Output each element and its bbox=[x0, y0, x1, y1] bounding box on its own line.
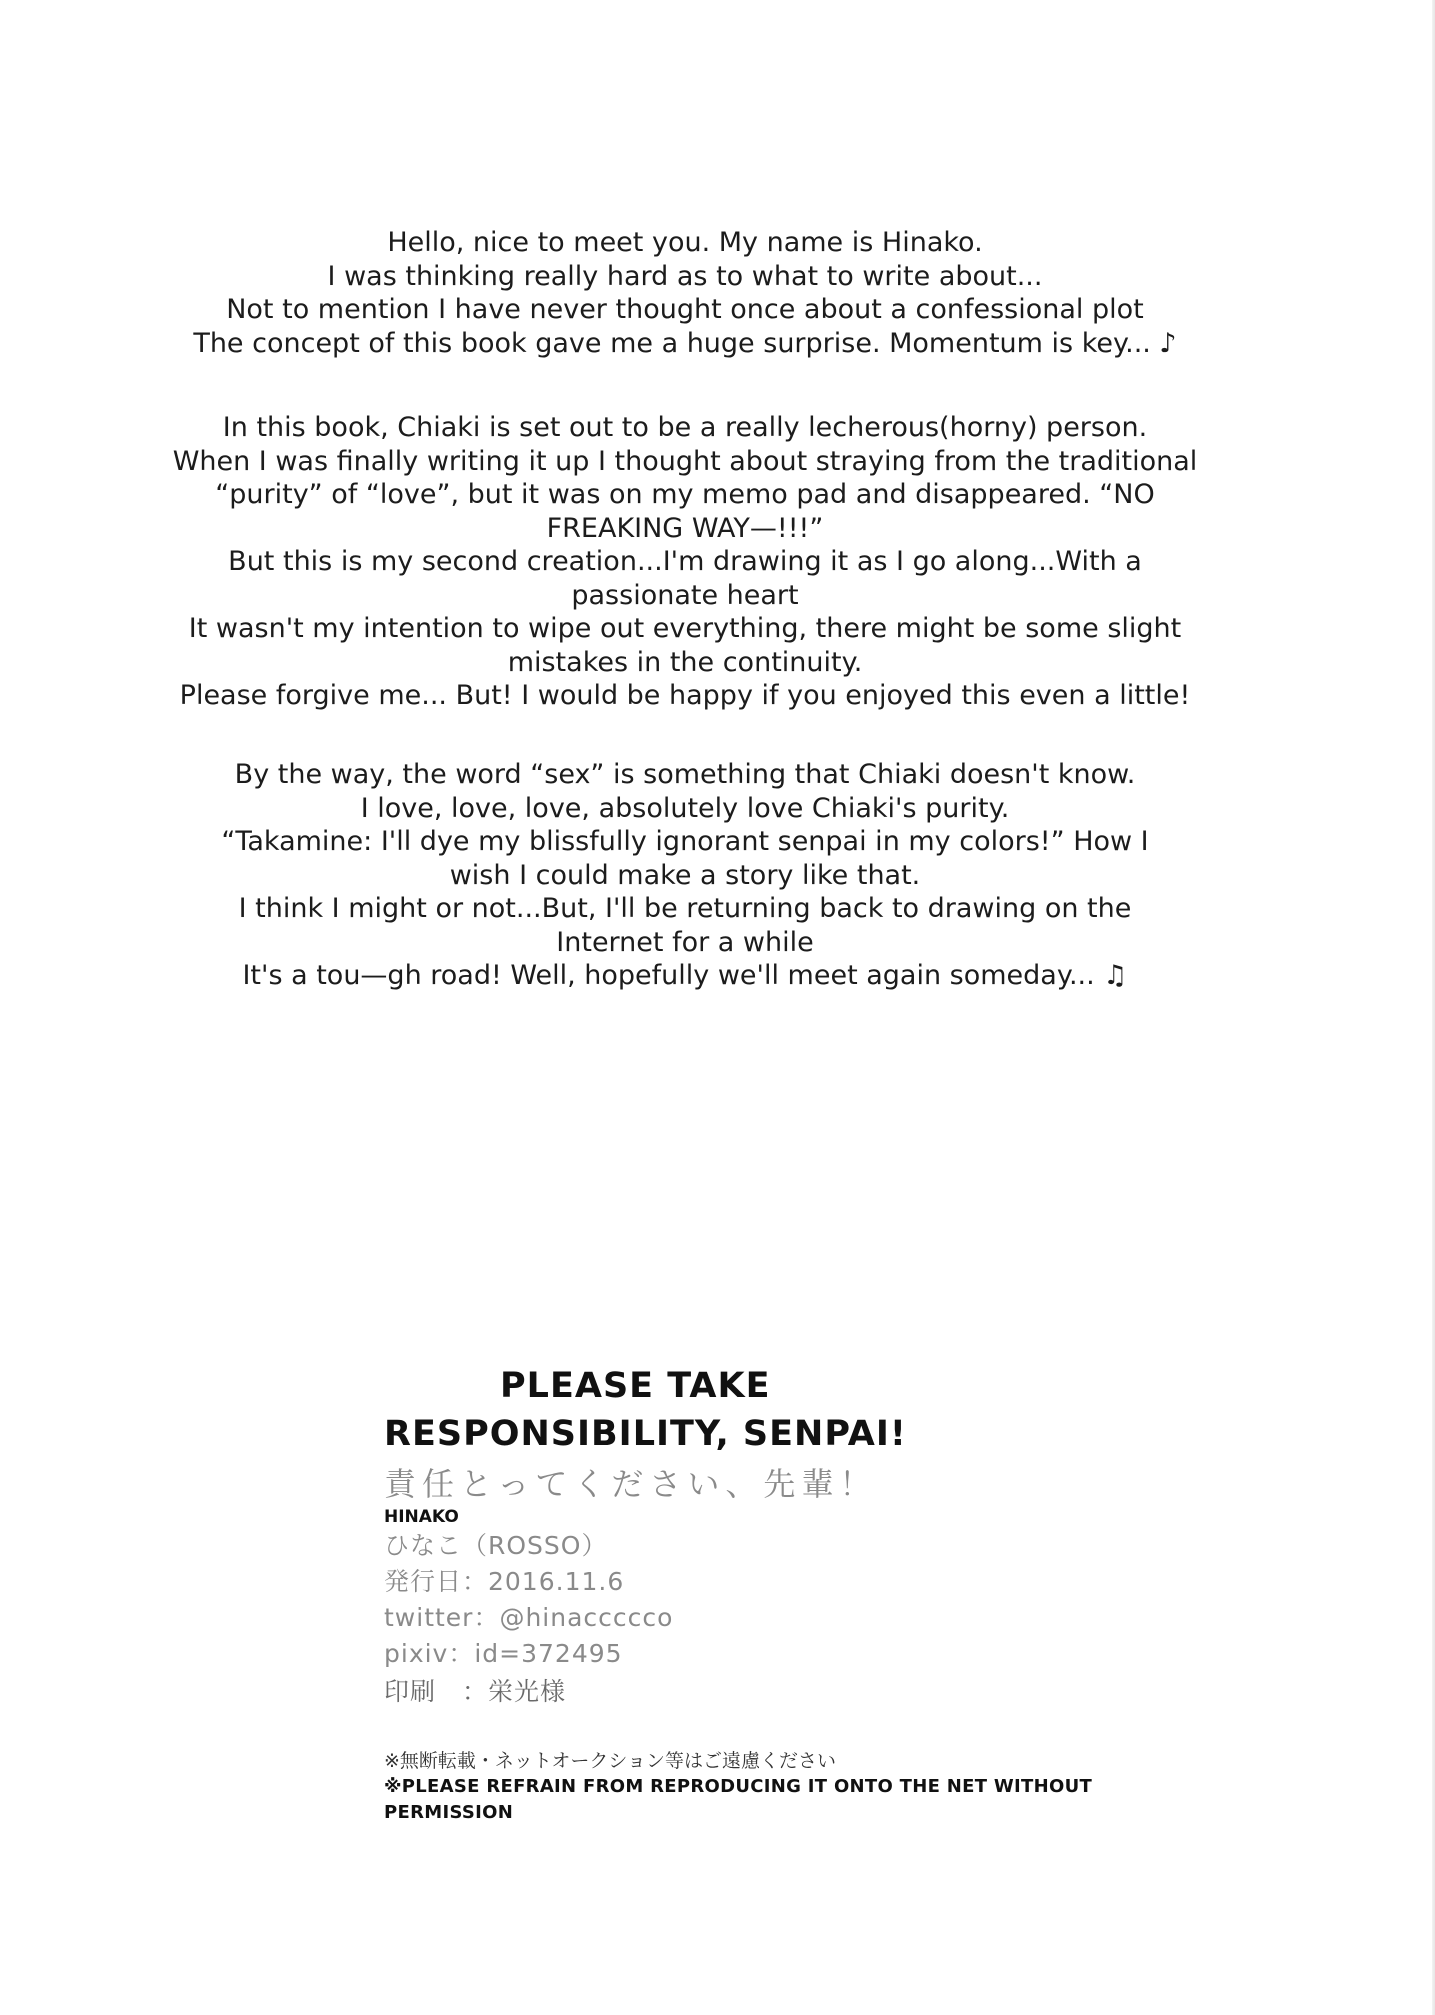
afterword-line: Not to mention I have never thought once about a confessional plot bbox=[226, 294, 1144, 325]
publish-date: 発行日：2016.11.6 bbox=[384, 1567, 625, 1596]
colophon bbox=[384, 1362, 1204, 1826]
pixiv-id: pixiv：id=372495 bbox=[384, 1639, 623, 1668]
book-title bbox=[384, 1362, 1204, 1458]
afterword-line: Please forgive me... But! I would be happy if you enjoyed this even a little! bbox=[179, 680, 1191, 711]
afterword-paragraph-2 bbox=[140, 411, 1230, 713]
afterword-line: In this book, Chiaki is set out to be a really lecherous(horny) person. bbox=[222, 412, 1148, 443]
afterword-line: I think I might or not...But, I'll be returning back to drawing on the bbox=[238, 893, 1132, 924]
afterword-line: I was thinking really hard as to what to write about... bbox=[327, 260, 1043, 292]
afterword-line: It wasn't my intention to wipe out everything, there might be some slight bbox=[188, 613, 1182, 644]
afterword-paragraph-3 bbox=[140, 758, 1230, 993]
printer-info: 印刷 ：栄光様 bbox=[384, 1677, 567, 1706]
afterword-paragraph-1 bbox=[140, 226, 1230, 360]
afterword-line: Internet for a while bbox=[556, 926, 814, 958]
afterword-line: I love, love, love, absolutely love Chiaki's purity. bbox=[360, 792, 1010, 824]
afterword-line: But this is my second creation...I'm drawing it as I go along...With a bbox=[228, 546, 1142, 577]
book-title-line-1: PLEASE TAKE bbox=[500, 1366, 771, 1406]
afterword-line: passionate heart bbox=[571, 579, 799, 611]
reproduction-notice-english: ※PLEASE REFRAIN FROM REPRODUCING IT ONTO THE NET WITHOUT PERMISSION bbox=[384, 1776, 1093, 1823]
twitter-handle: twitter：@hinaccccco bbox=[384, 1603, 674, 1632]
afterword-line: Hello, nice to meet you. My name is Hinako. bbox=[387, 227, 983, 258]
afterword-line: FREAKING WAY—!!!” bbox=[546, 512, 824, 544]
japanese-title: 責任とってください、先輩！ bbox=[384, 1465, 878, 1503]
afterword-line: The concept of this book gave me a huge surprise. Momentum is key... ♪ bbox=[193, 327, 1177, 359]
afterword-line: “purity” of “love”, but it was on my memo pad and disappeared. “NO bbox=[215, 479, 1155, 510]
author-name-japanese: ひなこ（ROSSO） bbox=[384, 1531, 608, 1560]
book-title-line-2: RESPONSIBILITY, SENPAI! bbox=[384, 1414, 907, 1454]
afterword-line: When I was finally writing it up I thought about straying from the traditional bbox=[172, 445, 1198, 477]
afterword-line: It's a tou—gh road! Well, hopefully we'll meet again someday... ♫ bbox=[242, 960, 1128, 991]
afterword-line: By the way, the word “sex” is something that Chiaki doesn't know. bbox=[234, 759, 1136, 790]
afterword-line: “Takamine: I'll dye my blissfully ignorant senpai in my colors!” How I bbox=[221, 826, 1149, 857]
afterword-line: wish I could make a story like that. bbox=[449, 859, 921, 891]
reproduction-notice-japanese: ※無断転載・ネットオークション等はご遠慮ください bbox=[384, 1750, 836, 1772]
author-name-english: HINAKO bbox=[384, 1507, 459, 1527]
afterword-line: mistakes in the continuity. bbox=[507, 646, 863, 678]
